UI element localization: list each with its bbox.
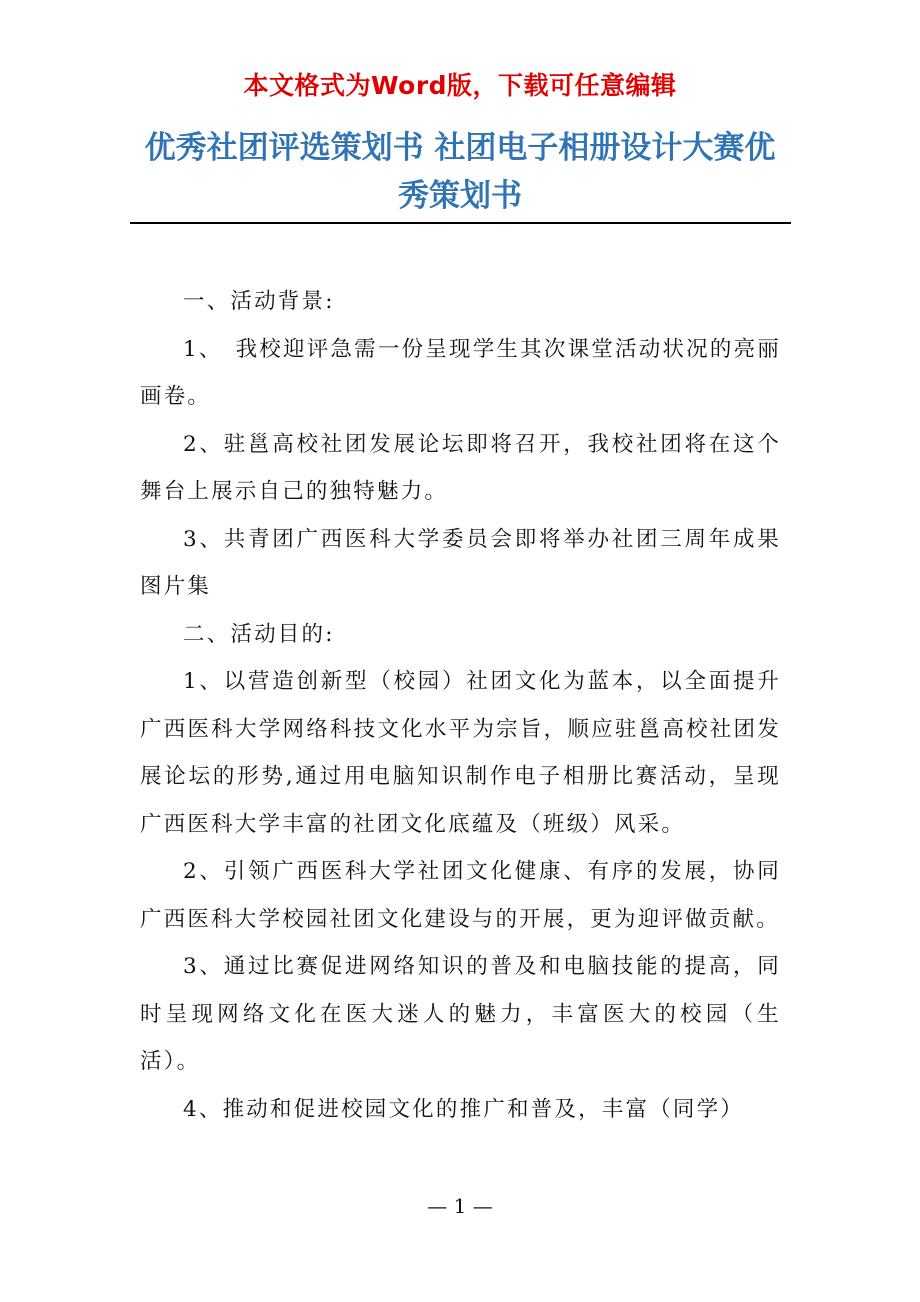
page-number: — 1 — [427,1194,493,1218]
document-body [140,278,781,1133]
section-heading-purpose: 二、活动目的: [183,621,335,647]
title-divider [130,222,791,224]
paragraph: 2、驻邕高校社团发展论坛即将召开，我校社团将在这个舞台上展示自己的独特魅力。 [140,431,781,504]
download-notice: 本文格式为Word版，下载可任意编辑 [243,71,677,100]
paragraph: 2、引领广西医科大学社团文化健康、有序的发展，协同广西医科大学校园社团文化建设与的开展，更为迎评做贡献。 [140,859,781,932]
paragraph: 3、共青团广西医科大学委员会即将举办社团三周年成果图片集 [140,526,781,599]
paragraph: 3、通过比赛促进网络知识的普及和电脑技能的提高，同时呈现网络文化在医大迷人的魅力，丰富医大的校园（生活）。 [140,954,781,1074]
paragraph: 1、 我校迎评急需一份呈现学生其次课堂活动状况的亮丽画卷。 [140,336,781,409]
paragraph: 4、推动和促进校园文化的推广和普及，丰富（同学） [183,1096,744,1122]
section-heading-background: 一、活动背景: [183,289,335,314]
document-title: 优秀社团评选策划书 社团电子相册设计大赛优秀策划书 [144,130,776,214]
paragraph: 1、以营造创新型（校园）社团文化为蓝本，以全面提升广西医科大学网络科技文化水平为宗旨，顺应驻邕高校社团发展论坛的形势,通过用电脑知识制作电子相册比赛活动，呈现广西医科大学丰富的社团文化底蕴及（班级）风采。 [140,669,781,837]
